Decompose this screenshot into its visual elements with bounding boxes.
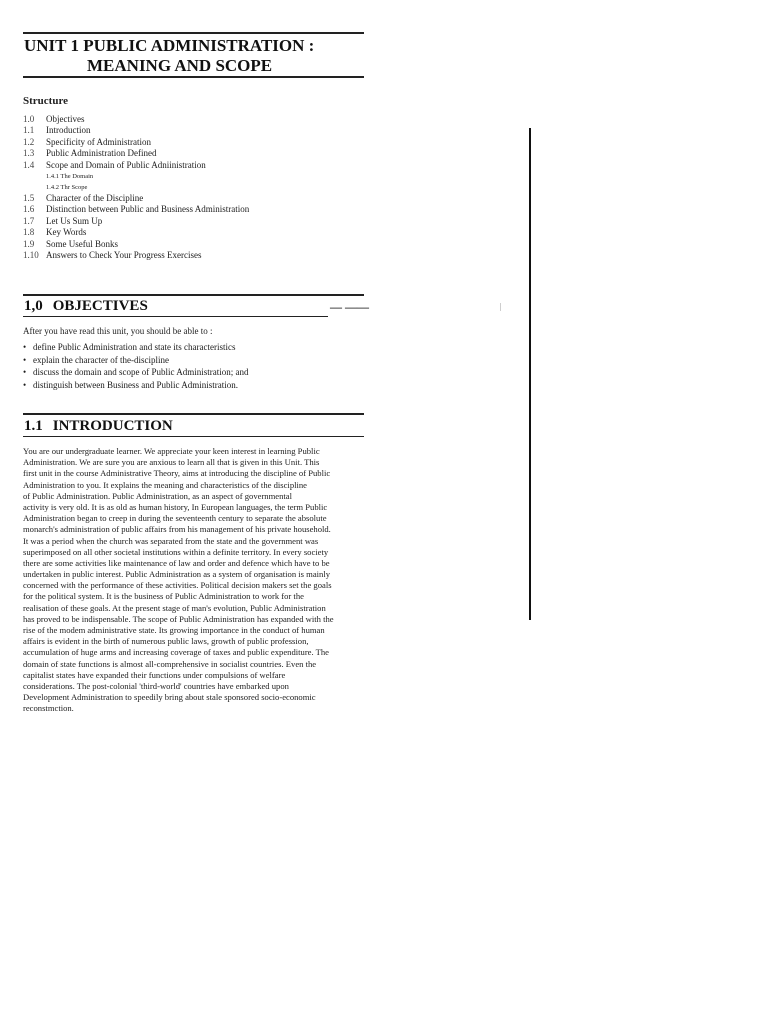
- structure-item-number: 1.3: [23, 148, 35, 159]
- introduction-top-rule: [23, 413, 364, 415]
- structure-item-number: 1.10: [23, 249, 39, 260]
- introduction-line: first unit in the course Administrative Theory, aims at introducing the discipline of Public: [23, 468, 331, 479]
- structure-item: [23, 160, 363, 171]
- structure-item-label: Specificity of Administration: [46, 136, 151, 147]
- objectives-intro: After you have read this unit, you should be able to :: [23, 326, 213, 336]
- introduction-line: there are some activities like maintenance of law and order and defence which have to be: [23, 557, 330, 568]
- structure-item: [23, 171, 363, 182]
- introduction-number: 1.1: [24, 418, 43, 434]
- structure-item-number: 1.4: [23, 159, 35, 170]
- structure-item-label: Some Useful Bonks: [46, 238, 118, 249]
- structure-item: [23, 125, 363, 136]
- introduction-line: concerned with the performance of these activities. Political decision makers set the goals: [23, 580, 332, 591]
- objective-item-text: define Public Administration and state its characteristics: [33, 342, 236, 352]
- objectives-title: OBJECTIVES: [52, 298, 148, 314]
- introduction-line: accumulation of huge arms and increasing coverage of taxes and public expenditure. The: [23, 647, 329, 658]
- structure-item-label: Let Us Sum Up: [46, 215, 103, 226]
- objectives-top-rule: [23, 294, 364, 296]
- structure-item: [23, 193, 363, 204]
- structure-item: [23, 250, 363, 261]
- structure-item-number: [23, 182, 46, 193]
- introduction-line: Administration to you. It explains the meaning and characteristics of the discipline: [23, 479, 307, 490]
- structure-item-number: 1.8: [23, 227, 35, 238]
- unit-title: [24, 36, 364, 76]
- structure-item: [23, 227, 363, 238]
- structure-item-number: 1.1: [23, 125, 35, 136]
- objectives-dash: — ——: [330, 300, 369, 314]
- unit-title-line-2: MEANING AND SCOPE: [87, 56, 273, 75]
- structure-item-label: Scope and Domain of Public Adniinistration: [46, 159, 206, 170]
- introduction-body: [23, 446, 363, 715]
- structure-item: [23, 148, 363, 159]
- structure-item-label: Objectives: [46, 114, 85, 124]
- structure-item-label: 1.4.1 The Domain: [46, 172, 94, 180]
- introduction-line: Development Administration to speedily bring about stale sponsored socio-economic: [23, 692, 316, 703]
- structure-item-number: 1.0: [23, 114, 35, 124]
- structure-item: [23, 182, 363, 193]
- structure-item: [23, 239, 363, 250]
- introduction-line: considerations. The post-colonial 'third-world' countries have embarked upon: [23, 680, 289, 691]
- introduction-heading: [24, 418, 173, 435]
- objectives-list: [23, 341, 363, 391]
- structure-item: [23, 137, 363, 148]
- introduction-line: for the political system. It is the business of Public Administration to work for the: [23, 591, 304, 602]
- introduction-line: Administration. We are sure you are anxious to learn all that is given in this Unit. This: [23, 457, 320, 468]
- bullet-icon: •: [23, 354, 27, 365]
- introduction-line: It was a period when the church was separated from the state and the government was: [23, 535, 319, 546]
- introduction-line: affairs is evident in the birth of numerous public laws, growth of public profession,: [23, 636, 309, 647]
- objective-item: [23, 379, 363, 392]
- title-top-rule: [23, 32, 364, 34]
- structure-item: [23, 216, 363, 227]
- structure-item-label: Character of the Discipline: [46, 192, 144, 203]
- structure-item-number: 1.6: [23, 204, 35, 215]
- structure-item-number: 1.2: [23, 136, 35, 147]
- objective-item: [23, 341, 363, 354]
- structure-item-label: Public Administration Defined: [46, 148, 157, 159]
- objectives-number: 1,0: [24, 298, 43, 314]
- structure-heading: Structure: [23, 95, 69, 107]
- scan-speck: |: [500, 302, 502, 311]
- objective-item-text: distinguish between Business and Public Administration.: [33, 379, 238, 390]
- introduction-line: You are our undergraduate learner. We appreciate your keen interest in learning Public: [23, 446, 320, 456]
- introduction-line: of Public Administration. Public Administration, as an aspect of governmental: [23, 490, 292, 501]
- introduction-line: realisation of these goals. At the present stage of man's evolution, Public Administration: [23, 602, 326, 613]
- objective-item-text: discuss the domain and scope of Public Administration; and: [33, 367, 249, 377]
- structure-item-label: Answers to Check Your Progress Exercises: [46, 249, 202, 260]
- introduction-line: reconstmction.: [23, 703, 74, 714]
- introduction-line: monarch's administration of public affairs from his management of his private household.: [23, 524, 331, 535]
- introduction-bottom-rule: [23, 436, 364, 437]
- structure-item-label: Introduction: [46, 125, 91, 136]
- structure-item-number: 1.7: [23, 215, 35, 226]
- structure-item: [23, 114, 363, 125]
- objectives-bottom-rule: [23, 316, 328, 317]
- objective-item: [23, 366, 363, 379]
- structure-item-number: 1.9: [23, 238, 35, 249]
- objectives-heading: [24, 298, 148, 315]
- introduction-line: capitalist states have expanded their functions under compulsions of welfare: [23, 669, 286, 680]
- structure-item-label: 1.4.2 Thr Scope: [46, 183, 88, 191]
- structure-item-label: Key Words: [46, 227, 87, 238]
- objective-item-text: explain the character of the-discipline: [33, 354, 169, 365]
- structure-item-number: [23, 171, 46, 182]
- structure-item-number: 1.5: [23, 192, 35, 203]
- structure-item: [23, 204, 363, 215]
- introduction-line: superimposed on all other societal institutions within a definite territory. In every society: [23, 546, 329, 557]
- bullet-icon: •: [23, 367, 27, 377]
- introduction-title: INTRODUCTION: [52, 418, 173, 434]
- introduction-line: rise of the modem administrative state. Its growing importance in the conduct of human: [23, 625, 325, 635]
- introduction-line: has proved to be indispensable. The scope of Public Administration has expanded with the: [23, 613, 334, 624]
- scan-margin-line: [529, 128, 531, 620]
- introduction-line: domain of state functions is almost all-comprehensive in socialist countries. Even the: [23, 658, 317, 669]
- introduction-line: activity is very old. It is as old as human history, In European languages, the term Public: [23, 501, 328, 512]
- objective-item: [23, 354, 363, 367]
- structure-item-label: Distinction between Public and Business Administration: [46, 204, 250, 215]
- unit-title-line-1: UNIT 1 PUBLIC ADMINISTRATION :: [24, 36, 315, 55]
- bullet-icon: •: [23, 342, 27, 352]
- bullet-icon: •: [23, 379, 27, 390]
- introduction-line: Administration began to creep in during the seventeenth century to separate the absolute: [23, 513, 327, 524]
- introduction-line: undertaken in public interest. Public Administration as a system of organisation is mainly: [23, 569, 331, 580]
- structure-list: [23, 114, 363, 261]
- title-bottom-rule: [23, 76, 364, 78]
